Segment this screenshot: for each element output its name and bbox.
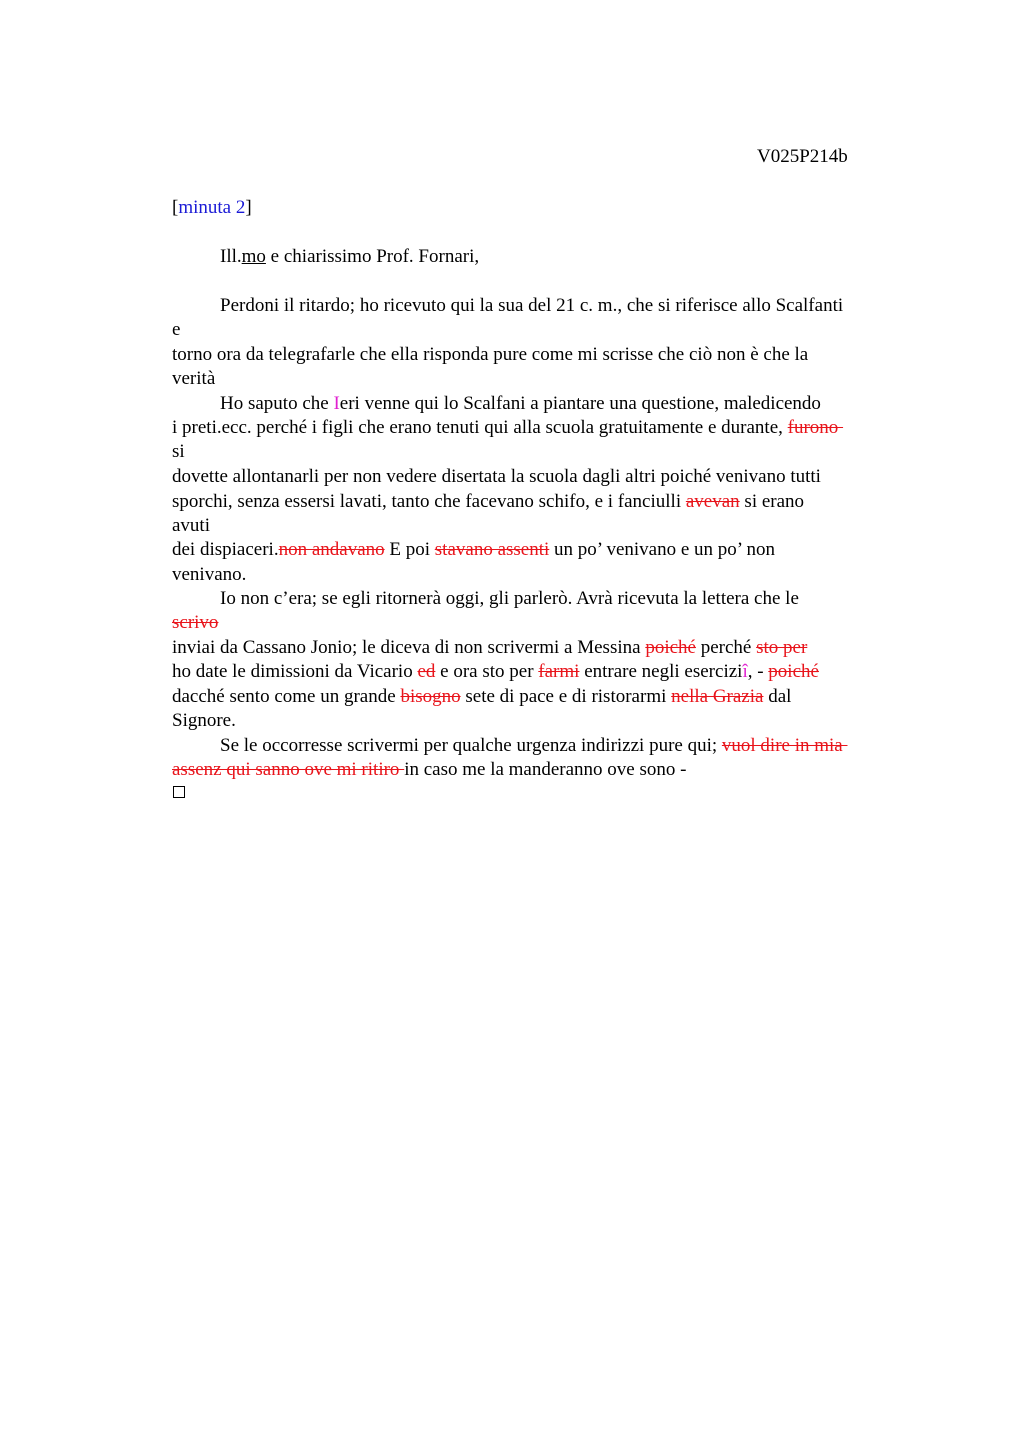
text-span: inviai da Cassano Jonio; le diceva di non scrivermi a Messina xyxy=(172,637,646,658)
empty-box-icon xyxy=(173,786,185,798)
text-span: Se le occorresse scrivermi per qualche urgenza indirizzi pure qui; xyxy=(220,735,722,756)
text-line xyxy=(172,636,807,660)
minuta-header xyxy=(172,196,252,220)
correction-letter: I xyxy=(333,393,340,414)
text-line: Perdoni il ritardo; ho ricevuto qui la sua del 21 c. m., che si riferisce allo Scalfanti xyxy=(220,295,844,316)
text-span: si erano xyxy=(739,491,805,512)
deleted-text: furono xyxy=(787,417,844,438)
text-line: avuti xyxy=(172,515,210,536)
text-span: ho date le dimissioni da Vicario xyxy=(172,661,418,682)
deleted-text: nella Grazia xyxy=(671,686,764,707)
salutation-part: Ill. xyxy=(220,246,242,267)
text-line xyxy=(172,416,843,440)
salutation xyxy=(220,245,479,269)
text-line: verità xyxy=(172,368,216,389)
bracket-open: [ xyxy=(172,197,179,218)
text-span: e ora sto per xyxy=(435,661,539,682)
text-span: dal xyxy=(763,686,792,707)
text-span: sete di pace e di ristorarmi xyxy=(460,686,672,707)
deleted-text-line: scrivo xyxy=(172,612,219,633)
deleted-text: farmi xyxy=(538,661,580,682)
text-span: un po’ venivano e un po’ non xyxy=(549,539,775,560)
deleted-text: sto per xyxy=(756,637,808,658)
text-span: in caso me la manderanno ove sono - xyxy=(404,759,687,780)
text-line xyxy=(172,538,775,562)
deleted-text: stavano assenti xyxy=(434,539,550,560)
text-span: Ho saputo che xyxy=(220,393,334,414)
deleted-text: assenz qui sanno ove mi ritiro xyxy=(172,759,405,780)
text-line xyxy=(220,392,821,416)
text-span: i preti.ecc. perché i figli che erano tenuti qui alla scuola gratuitamente e durante, xyxy=(172,417,788,438)
text-line xyxy=(220,734,847,758)
document-reference-id: V025P214b xyxy=(757,146,848,167)
deleted-text: non andavano xyxy=(278,539,385,560)
bracket-close: ] xyxy=(245,197,252,218)
deleted-text: poiché xyxy=(768,661,819,682)
text-span: entrare negli esercizi xyxy=(579,661,743,682)
minuta-label: minuta 2 xyxy=(178,197,246,218)
text-line xyxy=(172,758,686,782)
text-span: sporchi, senza essersi lavati, tanto che facevano schifo, e i fanciulli xyxy=(172,491,686,512)
text-span: eri venne qui lo Scalfani a piantare una questione, maledicendo xyxy=(339,393,821,414)
salutation-superscript-underlined: mo xyxy=(241,246,266,267)
deleted-text: vuol dire in mia xyxy=(721,735,848,756)
deleted-text: bisogno xyxy=(400,686,461,707)
text-line xyxy=(172,685,791,709)
text-span: dacché sento come un grande xyxy=(172,686,401,707)
text-line xyxy=(172,490,804,514)
deleted-text: poiché xyxy=(645,637,696,658)
salutation-part: e chiarissimo Prof. Fornari, xyxy=(265,246,480,267)
correction-letter: î xyxy=(742,661,748,682)
text-line: Io non c’era; se egli ritornerà oggi, gli parlerò. Avrà ricevuta la lettera che le xyxy=(220,588,799,609)
deleted-text: ed xyxy=(417,661,436,682)
text-span: dei dispiaceri. xyxy=(172,539,279,560)
text-line: e xyxy=(172,319,181,340)
text-line: Signore. xyxy=(172,710,236,731)
text-line: torno ora da telegrafarle che ella risponda pure come mi scrisse che ciò non è che la xyxy=(172,344,809,365)
text-span: , - xyxy=(747,661,769,682)
text-span: E poi xyxy=(384,539,435,560)
text-line: venivano. xyxy=(172,564,247,585)
text-line: si xyxy=(172,441,185,462)
text-line xyxy=(172,660,819,684)
text-line: dovette allontanarli per non vedere disertata la scuola dagli altri poiché venivano tutti xyxy=(172,466,821,487)
text-span: perché xyxy=(695,637,757,658)
deleted-text: avevan xyxy=(685,491,740,512)
